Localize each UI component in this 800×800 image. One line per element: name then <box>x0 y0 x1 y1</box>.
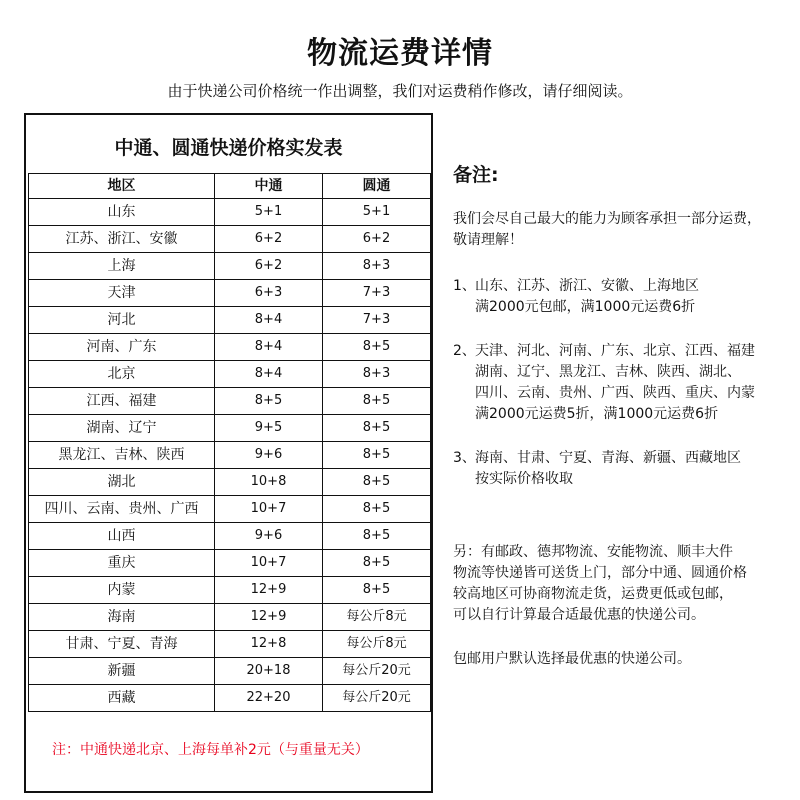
remark-item-line: 按实际价格收取 <box>475 471 573 487</box>
remarks-other-line: 可以自行计算最合适最优惠的快递公司。 <box>453 607 705 623</box>
row-zhongtong-price: 12+9 <box>215 577 323 604</box>
row-yuantong-price: 5+1 <box>323 199 431 226</box>
row-zhongtong-price: 8+4 <box>215 307 323 334</box>
table-row <box>29 361 431 388</box>
table-row <box>29 280 431 307</box>
row-yuantong-price: 8+5 <box>323 334 431 361</box>
remark-item-line: 四川、云南、贵州、广西、陕西、重庆、内蒙 <box>475 385 755 401</box>
remarks-final-line: 包邮用户默认选择最优惠的快递公司。 <box>453 651 691 667</box>
row-region: 四川、云南、贵州、广西 <box>29 496 215 523</box>
row-yuantong-price: 8+5 <box>323 469 431 496</box>
row-zhongtong-price: 10+7 <box>215 550 323 577</box>
row-zhongtong-price: 10+7 <box>215 496 323 523</box>
row-yuantong-price: 8+5 <box>323 496 431 523</box>
row-zhongtong-price: 5+1 <box>215 199 323 226</box>
row-region: 江西、福建 <box>29 388 215 415</box>
table-row <box>29 442 431 469</box>
remarks-other-line: 物流等快递皆可送货上门，部分中通、圆通价格 <box>453 565 747 581</box>
remarks-intro-line: 我们会尽自己最大的能力为顾客承担一部分运费， <box>453 211 761 227</box>
row-yuantong-price: 8+5 <box>323 523 431 550</box>
price-table-body <box>29 199 431 712</box>
row-region: 新疆 <box>29 658 215 685</box>
row-yuantong-price: 8+5 <box>323 550 431 577</box>
table-row <box>29 631 431 658</box>
remark-item-line: 天津、河北、河南、广东、北京、江西、福建 <box>475 343 755 359</box>
row-region: 山东 <box>29 199 215 226</box>
row-region: 江苏、浙江、安徽 <box>29 226 215 253</box>
remark-item-line: 满2000元包邮，满1000元运费6折 <box>475 299 696 315</box>
row-region: 甘肃、宁夏、青海 <box>29 631 215 658</box>
row-region: 重庆 <box>29 550 215 577</box>
remark-item-1 <box>453 276 699 318</box>
row-region: 湖南、辽宁 <box>29 415 215 442</box>
remark-item-number: 3、 <box>453 450 476 466</box>
row-zhongtong-price: 10+8 <box>215 469 323 496</box>
row-yuantong-price: 每公斤20元 <box>323 685 431 712</box>
row-zhongtong-price: 8+4 <box>215 361 323 388</box>
remarks-final <box>453 649 691 670</box>
row-yuantong-price: 8+3 <box>323 253 431 280</box>
table-row <box>29 415 431 442</box>
row-zhongtong-price: 6+3 <box>215 280 323 307</box>
row-region: 西藏 <box>29 685 215 712</box>
row-region: 湖北 <box>29 469 215 496</box>
table-row <box>29 388 431 415</box>
row-region: 河北 <box>29 307 215 334</box>
remarks-other-line: 较高地区可协商物流走货，运费更低或包邮， <box>453 586 733 602</box>
price-table-title: 中通、圆通快递价格实发表 <box>114 137 343 159</box>
table-row <box>29 307 431 334</box>
row-yuantong-price: 8+5 <box>323 415 431 442</box>
row-region: 海南 <box>29 604 215 631</box>
row-zhongtong-price: 8+4 <box>215 334 323 361</box>
remarks-other-line: 另：有邮政、德邦物流、安能物流、顺丰大件 <box>453 544 733 560</box>
remark-item-line: 山东、江苏、浙江、安徽、上海地区 <box>475 278 699 294</box>
row-zhongtong-price: 12+9 <box>215 604 323 631</box>
row-region: 上海 <box>29 253 215 280</box>
table-row <box>29 685 431 712</box>
row-region: 内蒙 <box>29 577 215 604</box>
row-zhongtong-price: 20+18 <box>215 658 323 685</box>
row-yuantong-price: 7+3 <box>323 307 431 334</box>
page-subtitle: 由于快递公司价格统一作出调整，我们对运费稍作修改，请仔细阅读。 <box>167 82 633 100</box>
row-zhongtong-price: 9+6 <box>215 442 323 469</box>
price-table <box>28 173 431 712</box>
header-region: 地区 <box>29 174 215 199</box>
table-row <box>29 226 431 253</box>
header-zhongtong: 中通 <box>215 174 323 199</box>
row-region: 河南、广东 <box>29 334 215 361</box>
remark-item-line: 满2000元运费5折，满1000元运费6折 <box>475 406 719 422</box>
remarks-other <box>453 542 747 626</box>
row-yuantong-price: 8+3 <box>323 361 431 388</box>
remarks-heading: 备注: <box>453 164 499 186</box>
row-region: 黑龙江、吉林、陕西 <box>29 442 215 469</box>
row-zhongtong-price: 6+2 <box>215 226 323 253</box>
row-zhongtong-price: 12+8 <box>215 631 323 658</box>
row-yuantong-price: 8+5 <box>323 388 431 415</box>
remark-item-line: 湖南、辽宁、黑龙江、吉林、陕西、湖北、 <box>475 364 741 380</box>
table-row <box>29 604 431 631</box>
table-footnote: 注：中通快递北京、上海每单补2元（与重量无关） <box>52 742 369 758</box>
table-row <box>29 496 431 523</box>
row-region: 天津 <box>29 280 215 307</box>
row-yuantong-price: 每公斤8元 <box>323 631 431 658</box>
row-region: 北京 <box>29 361 215 388</box>
remark-item-number: 1、 <box>453 278 476 294</box>
row-zhongtong-price: 8+5 <box>215 388 323 415</box>
remarks-intro-line: 敬请理解！ <box>453 232 523 248</box>
row-region: 山西 <box>29 523 215 550</box>
remark-item-3 <box>453 448 741 490</box>
row-zhongtong-price: 22+20 <box>215 685 323 712</box>
table-row <box>29 523 431 550</box>
row-yuantong-price: 8+5 <box>323 577 431 604</box>
remark-item-line: 海南、甘肃、宁夏、青海、新疆、西藏地区 <box>475 450 741 466</box>
row-zhongtong-price: 9+5 <box>215 415 323 442</box>
row-zhongtong-price: 6+2 <box>215 253 323 280</box>
table-row <box>29 334 431 361</box>
price-table-panel <box>24 113 433 793</box>
table-row <box>29 658 431 685</box>
table-row <box>29 253 431 280</box>
remark-item-number: 2、 <box>453 343 476 359</box>
remarks-intro <box>453 209 761 251</box>
row-yuantong-price: 8+5 <box>323 442 431 469</box>
remark-item-2 <box>453 341 755 425</box>
table-row <box>29 469 431 496</box>
table-row <box>29 577 431 604</box>
row-yuantong-price: 每公斤8元 <box>323 604 431 631</box>
table-row <box>29 550 431 577</box>
row-yuantong-price: 7+3 <box>323 280 431 307</box>
table-row <box>29 199 431 226</box>
table-header-row <box>29 174 431 199</box>
page-title: 物流运费详情 <box>307 36 493 71</box>
row-zhongtong-price: 9+6 <box>215 523 323 550</box>
row-yuantong-price: 6+2 <box>323 226 431 253</box>
header-yuantong: 圆通 <box>323 174 431 199</box>
row-yuantong-price: 每公斤20元 <box>323 658 431 685</box>
